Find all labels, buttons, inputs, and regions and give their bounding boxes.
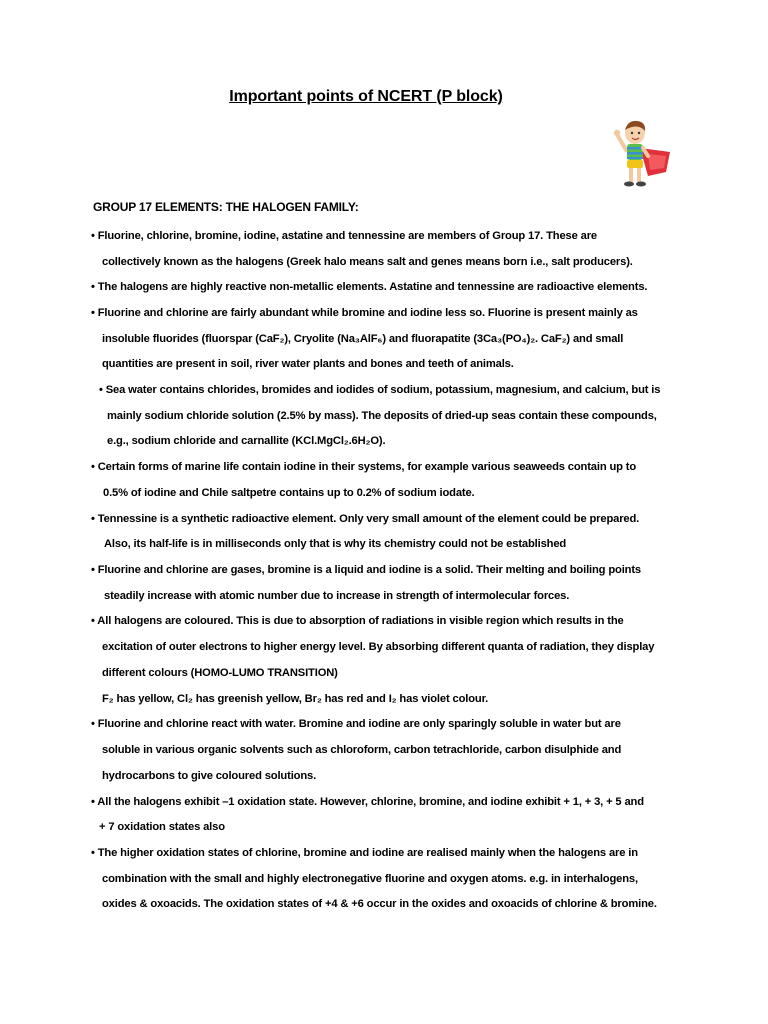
- text-line: • Certain forms of marine life contain iodine in their systems, for example various seaweeds contain up to: [91, 461, 637, 473]
- text-line: 0.5% of iodine and Chile saltpetre contains up to 0.2% of sodium iodate.: [103, 487, 475, 499]
- text-line: • Fluorine, chlorine, bromine, iodine, astatine and tennessine are members of Group 17. These are: [91, 230, 597, 242]
- text-line: • All halogens are coloured. This is due to absorption of radiations in visible region which results in the: [91, 615, 624, 627]
- text-line: • Fluorine and chlorine react with water. Bromine and iodine are only sparingly soluble in water but are: [91, 718, 621, 730]
- text-line: steadily increase with atomic number due to increase in strength of intermolecular forces.: [104, 590, 570, 602]
- text-line: insoluble fluorides (fluorspar (CaF₂), Cryolite (Na₃AlF₆) and fluorapatite (3Ca₃(PO₄)₂. CaF₂) and small: [102, 333, 624, 345]
- text-line: e.g., sodium chloride and carnallite (KCl.MgCl₂.6H₂O).: [107, 435, 386, 447]
- text-line: F₂ has yellow, Cl₂ has greenish yellow, Br₂ has red and I₂ has violet colour.: [102, 693, 489, 705]
- text-line: combination with the small and highly electronegative fluorine and oxygen atoms. e.g. in interhalogens,: [102, 873, 638, 885]
- text-line: • The higher oxidation states of chlorine, bromine and iodine are realised mainly when the halogens are in: [91, 847, 638, 859]
- text-line: Also, its half-life is in milliseconds only that is why its chemistry could not be established: [104, 538, 567, 550]
- text-line: • Tennessine is a synthetic radioactive element. Only very small amount of the element could be prepared.: [91, 513, 640, 525]
- text-line: • The halogens are highly reactive non-metallic elements. Astatine and tennessine are radioactive elements.: [91, 281, 648, 293]
- section-heading: GROUP 17 ELEMENTS: THE HALOGEN FAMILY:: [93, 200, 359, 214]
- text-line: excitation of outer electrons to higher energy level. By absorbing different quanta of radiation, they display: [102, 641, 655, 653]
- text-line: oxides & oxoacids. The oxidation states of +4 & +6 occur in the oxides and oxoacids of chlorine & bromine.: [102, 898, 657, 910]
- text-line: collectively known as the halogens (Greek halo means salt and genes means born i.e., salt producers).: [102, 256, 633, 268]
- text-line: • Fluorine and chlorine are fairly abundant while bromine and iodine less so. Fluorine is present mainly as: [91, 307, 638, 319]
- text-line: • Fluorine and chlorine are gases, bromine is a liquid and iodine is a solid. Their melting and boiling points: [91, 564, 641, 576]
- text-line: mainly sodium chloride solution (2.5% by mass). The deposits of dried-up seas contain these compounds,: [107, 410, 657, 422]
- text-line: hydrocarbons to give coloured solutions.: [102, 770, 317, 782]
- text-line: + 7 oxidation states also: [99, 821, 225, 833]
- page-title: Important points of NCERT (P block): [229, 88, 503, 105]
- text-line: • All the halogens exhibit –1 oxidation state. However, chlorine, bromine, and iodine exhibit + 1, + 3, + 5 and: [91, 796, 644, 808]
- text-line: • Sea water contains chlorides, bromides and iodides of sodium, potassium, magnesium, and calcium, but is: [99, 384, 661, 396]
- text-line: different colours (HOMO-LUMO TRANSITION): [102, 667, 338, 679]
- superhero-boy-icon: [604, 116, 674, 190]
- text-line: quantities are present in soil, river water plants and bones and teeth of animals.: [102, 358, 514, 370]
- text-line: soluble in various organic solvents such as chloroform, carbon tetrachloride, carbon disulphide and: [102, 744, 622, 756]
